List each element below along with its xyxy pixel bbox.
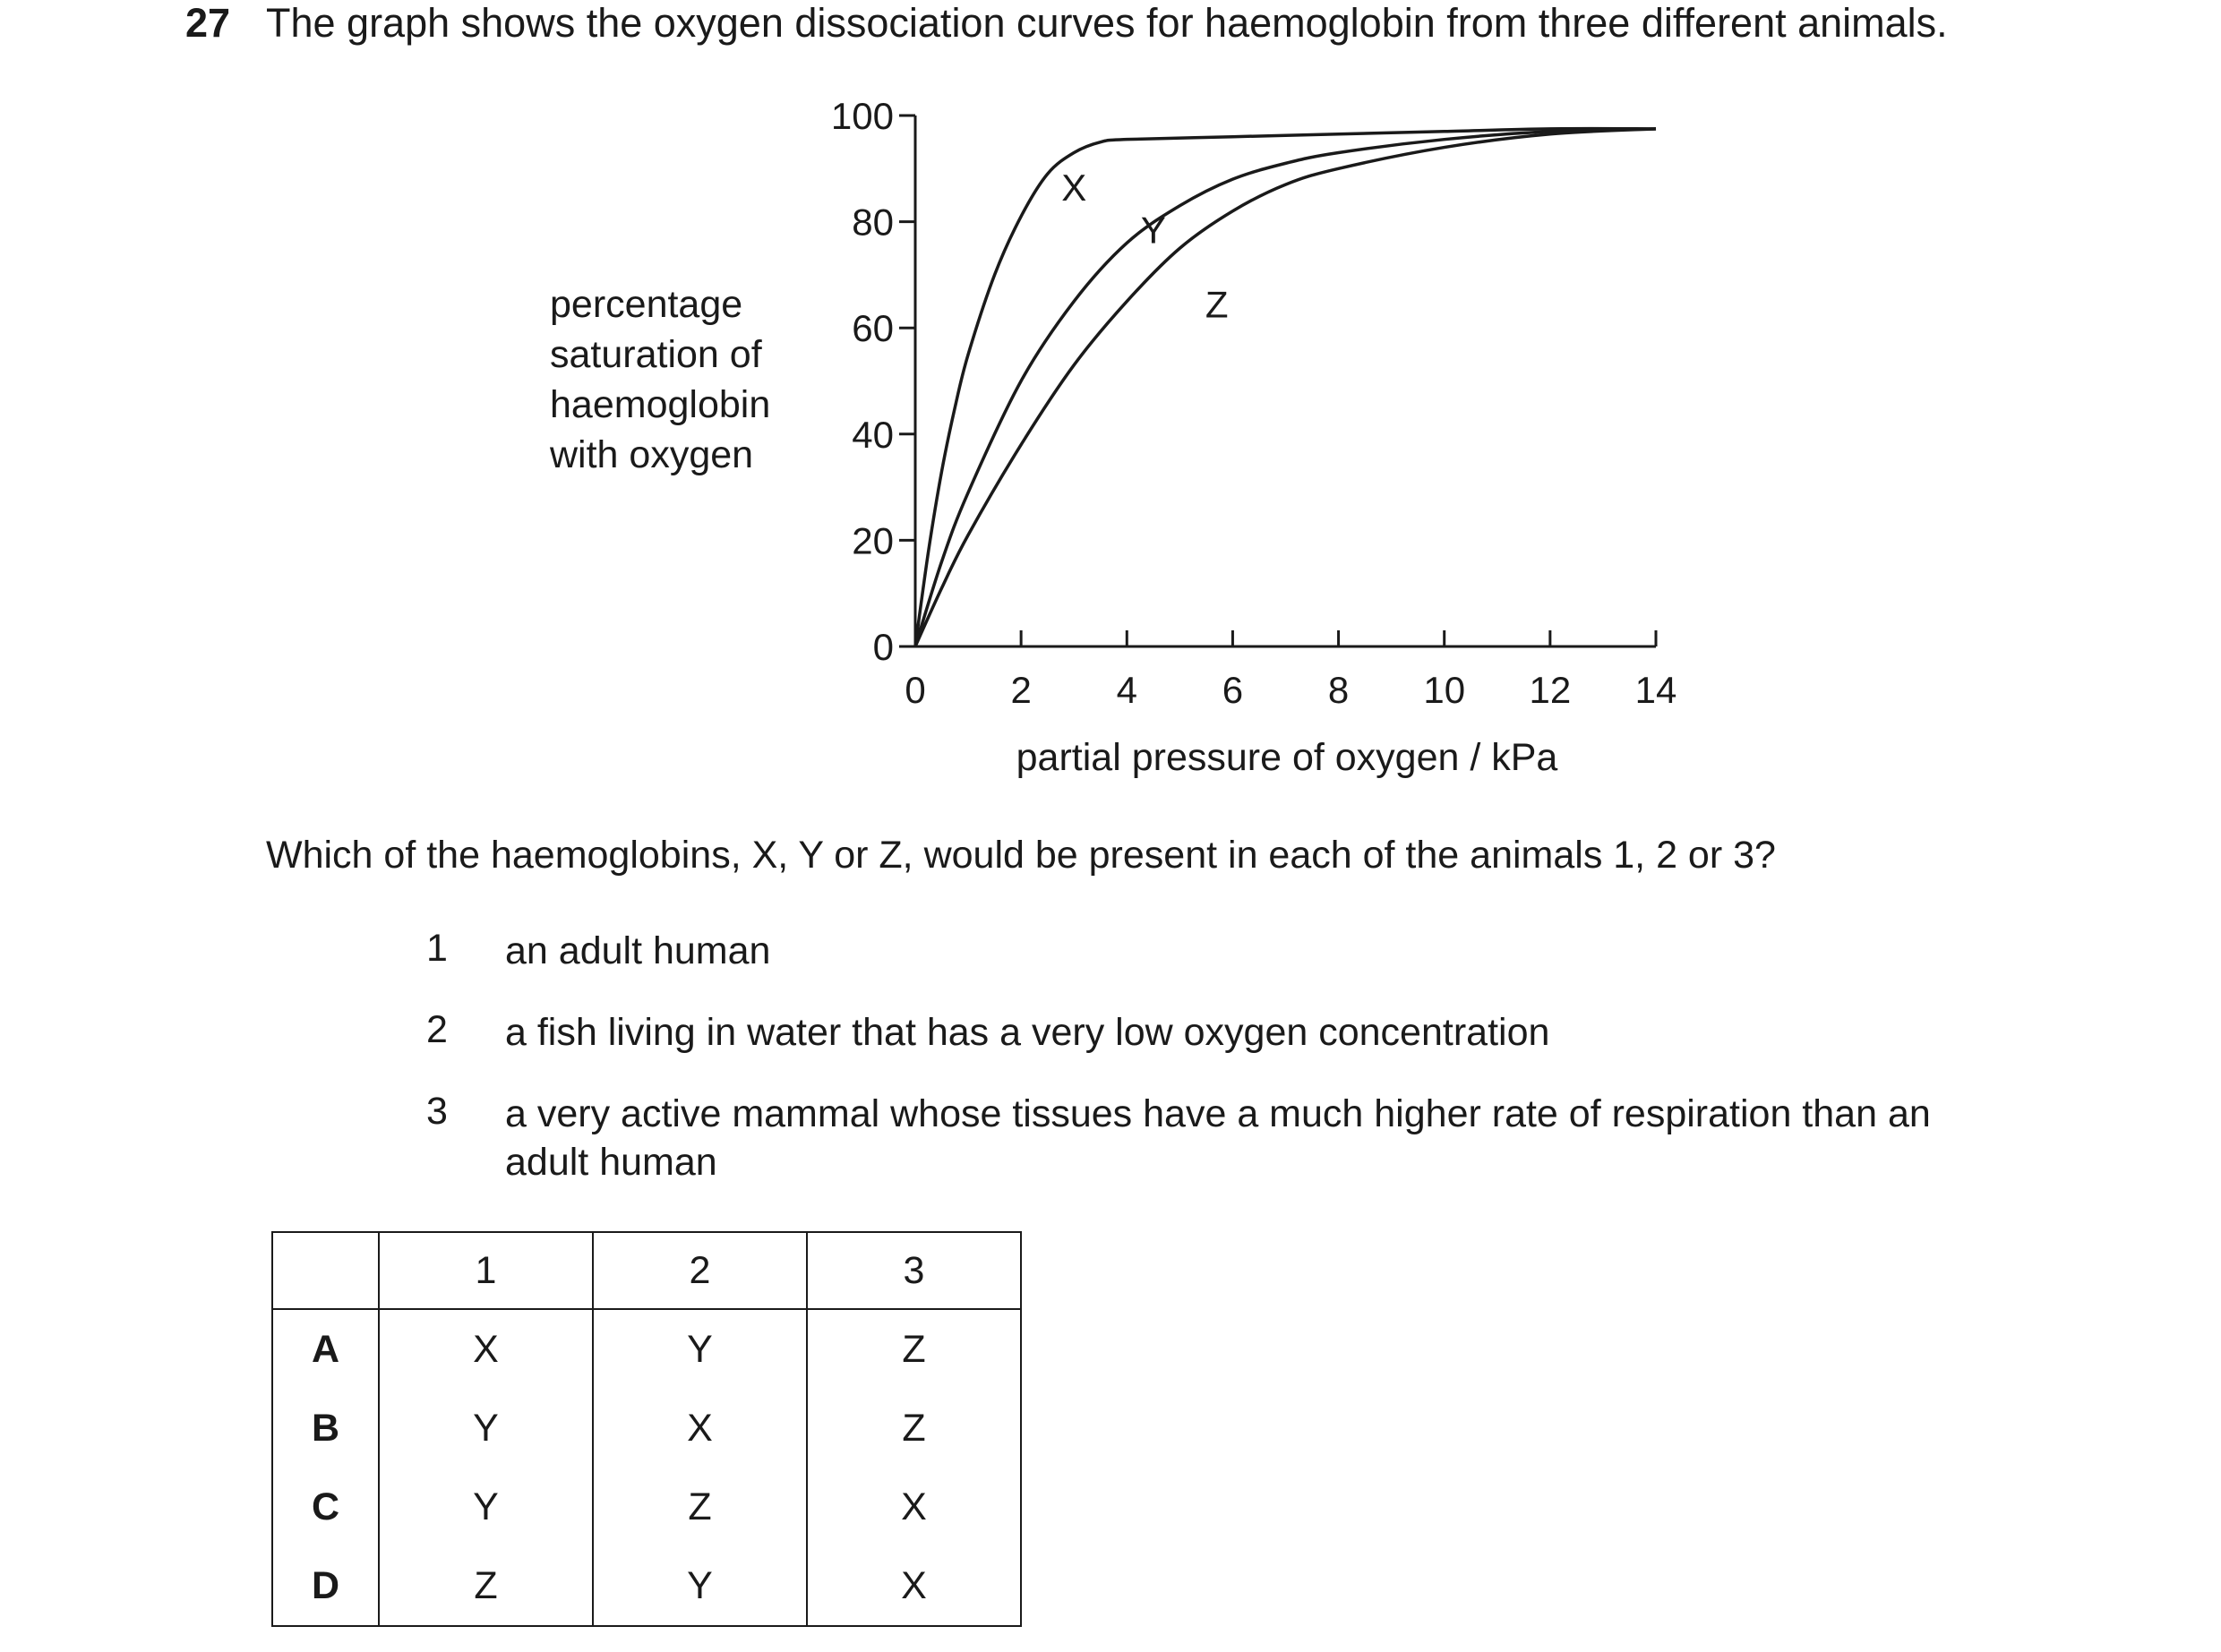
option-row-a[interactable]: [272, 1309, 1021, 1389]
animal-description-line: adult human: [505, 1141, 717, 1184]
header-cell: 2: [593, 1232, 807, 1309]
y-axis-label-line: haemoglobin: [550, 383, 771, 426]
animal-number: 3: [426, 1090, 448, 1133]
question-prompt: Which of the haemoglobins, X, Y or Z, would be present in each of the animals 1, 2 or 3?: [266, 834, 1776, 877]
animal-description: an adult human: [505, 929, 771, 972]
table-cell: Z: [379, 1546, 593, 1626]
chart-labels: [1061, 167, 1228, 325]
table-cell: Z: [807, 1309, 1021, 1389]
y-tick-label: 40: [852, 413, 894, 456]
y-axis-label-line: with oxygen: [550, 433, 754, 476]
header-cell: 1: [379, 1232, 593, 1309]
chart-axes: [831, 95, 1676, 711]
option-letter: B: [272, 1389, 379, 1468]
y-axis-label-line: percentage: [550, 283, 743, 326]
curve-label-x: X: [1061, 166, 1087, 209]
option-row-b[interactable]: [272, 1389, 1021, 1468]
option-letter: C: [272, 1468, 379, 1546]
chart-curves: [915, 129, 1656, 646]
curve-label-z: Z: [1205, 283, 1229, 326]
y-axis-label-line: saturation of: [550, 333, 762, 376]
option-row-d[interactable]: [272, 1546, 1021, 1626]
x-tick-label: 6: [1222, 669, 1244, 711]
table-cell: X: [807, 1546, 1021, 1626]
table-cell: X: [807, 1468, 1021, 1546]
question-number: 27: [185, 0, 231, 46]
animal-description: [505, 1090, 1931, 1186]
x-axis-label: partial pressure of oxygen / kPa: [1016, 736, 1558, 779]
question-text: The graph shows the oxygen dissociation curves for haemoglobin from three different animals.: [266, 0, 1948, 46]
header-cell: [272, 1232, 379, 1309]
x-tick-label: 2: [1010, 669, 1032, 711]
x-tick-label: 4: [1116, 669, 1137, 711]
option-letter: D: [272, 1546, 379, 1626]
x-tick-label: 12: [1529, 669, 1572, 711]
x-tick-label: 10: [1423, 669, 1466, 711]
table-cell: Y: [379, 1468, 593, 1546]
header-cell: 3: [807, 1232, 1021, 1309]
x-tick-label: 0: [905, 669, 926, 711]
animal-description-line: a very active mammal whose tissues have a much higher rate of respiration than an: [505, 1092, 1931, 1135]
y-tick-label: 0: [872, 626, 894, 668]
x-tick-label: 14: [1634, 669, 1677, 711]
oxygen-dissociation-chart: [0, 0, 2221, 806]
curve-x: [915, 129, 1656, 646]
option-letter: A: [272, 1309, 379, 1389]
y-tick-label: 20: [852, 519, 894, 562]
animal-description: a fish living in water that has a very low oxygen concentration: [505, 1011, 1550, 1054]
table-header-row: [272, 1232, 1021, 1309]
y-tick-label: 100: [830, 95, 894, 137]
table-cell: Y: [593, 1546, 807, 1626]
table-cell: X: [593, 1389, 807, 1468]
option-row-c[interactable]: [272, 1468, 1021, 1546]
table-cell: Z: [807, 1389, 1021, 1468]
table-cell: X: [379, 1309, 593, 1389]
curve-label-y: Y: [1140, 209, 1166, 252]
table-cell: Z: [593, 1468, 807, 1546]
x-tick-label: 8: [1327, 669, 1350, 711]
table-cell: Y: [593, 1309, 807, 1389]
answer-options-table: [271, 1231, 1022, 1627]
table-cell: Y: [379, 1389, 593, 1468]
animal-number: 2: [426, 1008, 448, 1051]
animal-number: 1: [426, 927, 448, 970]
y-tick-label: 60: [852, 307, 894, 350]
y-tick-label: 80: [852, 201, 894, 244]
